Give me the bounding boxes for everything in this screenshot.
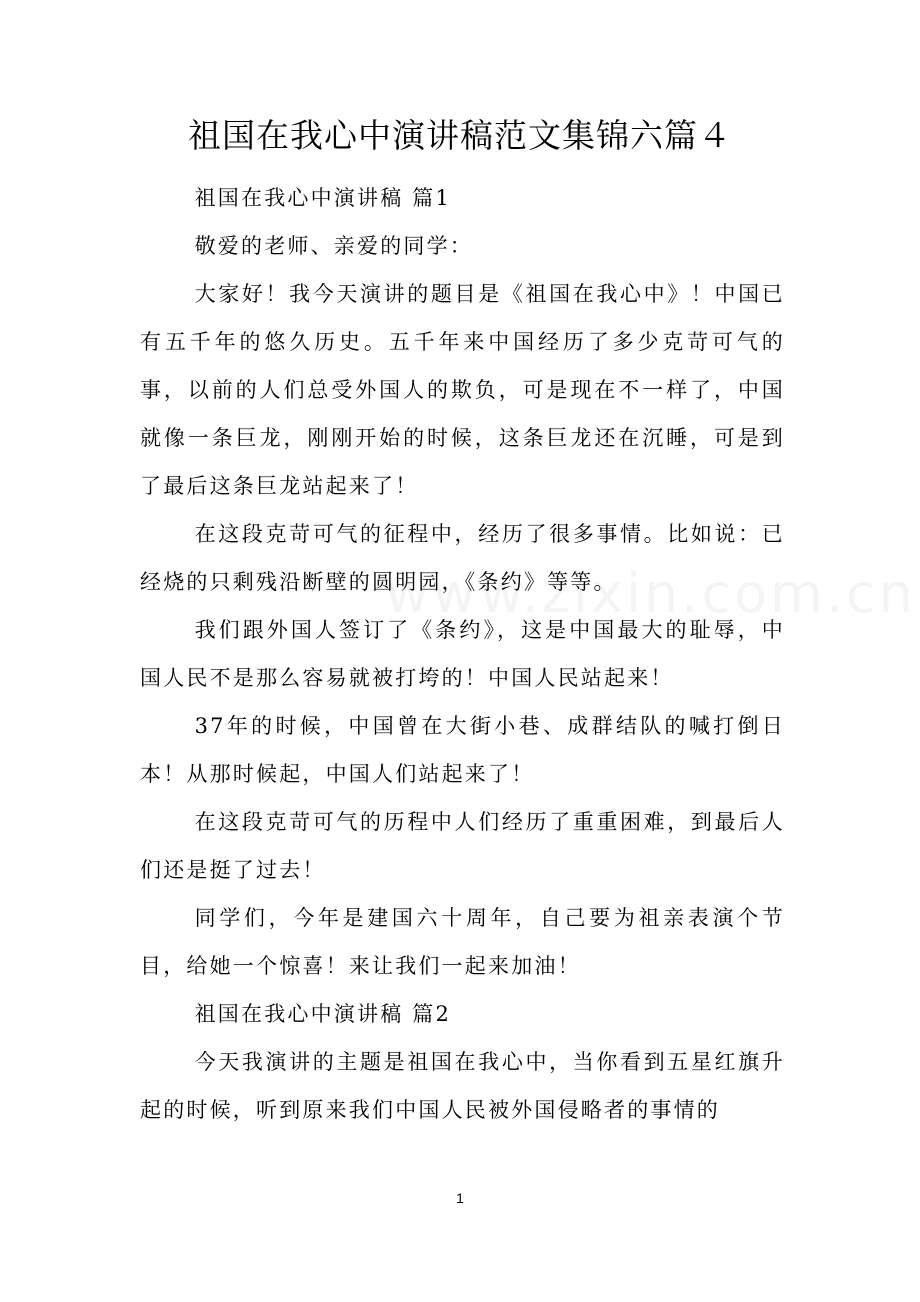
paragraph: 在这段克苛可气的征程中，经历了很多事情。比如说：已经烧的只剩残沿断壁的圆明园，《条约》等等。 <box>140 522 785 594</box>
document-title: 祖国在我心中演讲稿范文集锦六篇４ <box>188 116 732 155</box>
section-heading: 祖国在我心中演讲稿 篇2 <box>194 1002 452 1026</box>
paragraph: 大家好！我今天演讲的题目是《祖国在我心中》！中国已有五千年的悠久历史。五千年来中国经历了多少克苛可气的事，以前的人们总受外国人的欺负，可是现在不一样了，中国就像一条巨龙，刚刚开始的时候，这条巨龙还在沉睡，可是到了最后这条巨龙站起来了！ <box>140 282 785 498</box>
paragraph: 在这段克苛可气的历程中人们经历了重重困难，到最后人们还是挺了过去！ <box>140 810 785 882</box>
page-number: 1 <box>456 1190 464 1206</box>
document-body <box>140 174 785 1134</box>
paragraph: 同学们，今年是建国六十周年，自己要为祖亲表演个节目，给她一个惊喜！来让我们一起来加油！ <box>140 906 785 978</box>
paragraph: 我们跟外国人签订了《条约》，这是中国最大的耻辱，中国人民不是那么容易就被打垮的！中国人民站起来！ <box>140 618 785 690</box>
paragraph: 37年的时候，中国曾在大街小巷、成群结队的喊打倒日本！从那时候起，中国人们站起来了！ <box>140 714 785 786</box>
paragraph: 敬爱的老师、亲爱的同学： <box>194 234 473 258</box>
paragraph: 今天我演讲的主题是祖国在我心中，当你看到五星红旗升起的时候，听到原来我们中国人民被外国侵略者的事情的 <box>140 1050 785 1122</box>
section-heading: 祖国在我心中演讲稿 篇1 <box>194 186 452 210</box>
